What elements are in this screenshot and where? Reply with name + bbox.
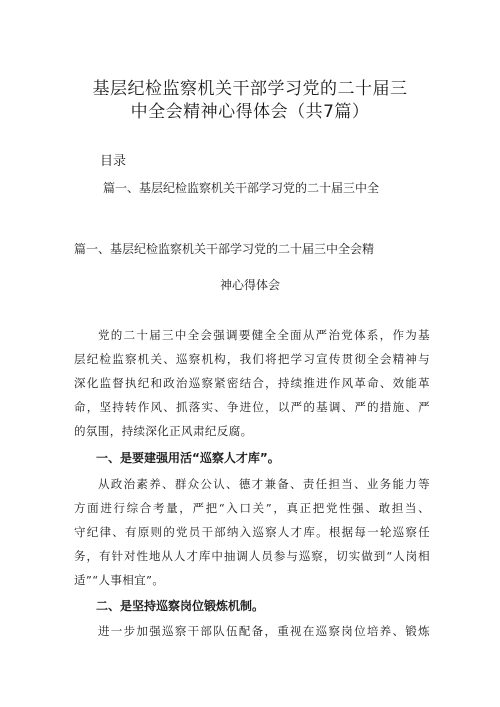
paragraph-3-line: 进一步加强巡察干部队伍配备，重视在巡察岗位培养、锻炼 xyxy=(98,624,430,638)
paragraph-2-line: 方面进行综合考量，严把“入口关”，真正把党性强、敢担当、 xyxy=(74,501,430,515)
paragraph-2-line: 务，有针对性地从人才库中抽调人员参与巡察，切实做到“人岗相 xyxy=(74,549,430,563)
document-title-line-1: 基层纪检监察机关干部学习党的二十届三 xyxy=(92,79,408,99)
sub-heading-1: 一、是要建强用活“巡察人才库”。 xyxy=(96,451,280,465)
paragraph-1-line: 命，坚持转作风、抓落实、争进位，以严的基调、严的措施、严 xyxy=(74,400,430,414)
section-title-line-1: 篇一、基层纪检监察机关干部学习党的二十届三中全会精 xyxy=(74,242,375,256)
paragraph-1-line: 的氛围，持续深化正风肃纪反腐。 xyxy=(74,424,253,438)
section-title-line-2: 神心得体会 xyxy=(220,278,281,292)
toc-heading: 目录 xyxy=(100,154,127,169)
sub-heading-2: 二、是坚持巡察岗位锻炼机制。 xyxy=(96,599,265,613)
document-title-line-2: 中全会精神心得体会（共7篇） xyxy=(130,102,370,122)
paragraph-2-line: 从政治素养、群众公认、德才兼备、责任担当、业务能力等 xyxy=(98,477,430,491)
toc-item[interactable]: 篇一、基层纪检监察机关干部学习党的二十届三中全 xyxy=(103,181,380,195)
paragraph-1-line: 深化监督执纪和政治巡察紧密结合，持续推进作风革命、效能革 xyxy=(74,376,430,390)
paragraph-2-line: 守纪律、有原则的党员干部纳入巡察人才库。根据每一轮巡察任 xyxy=(74,525,430,539)
paragraph-1-line: 层纪检监察机关、巡察机构，我们将把学习宣传贯彻全会精神与 xyxy=(74,352,430,366)
paragraph-2-line: 适”“人事相宜”。 xyxy=(74,573,165,587)
paragraph-1-line: 党的二十届三中全会强调要健全全面从严治党体系，作为基 xyxy=(98,328,430,342)
